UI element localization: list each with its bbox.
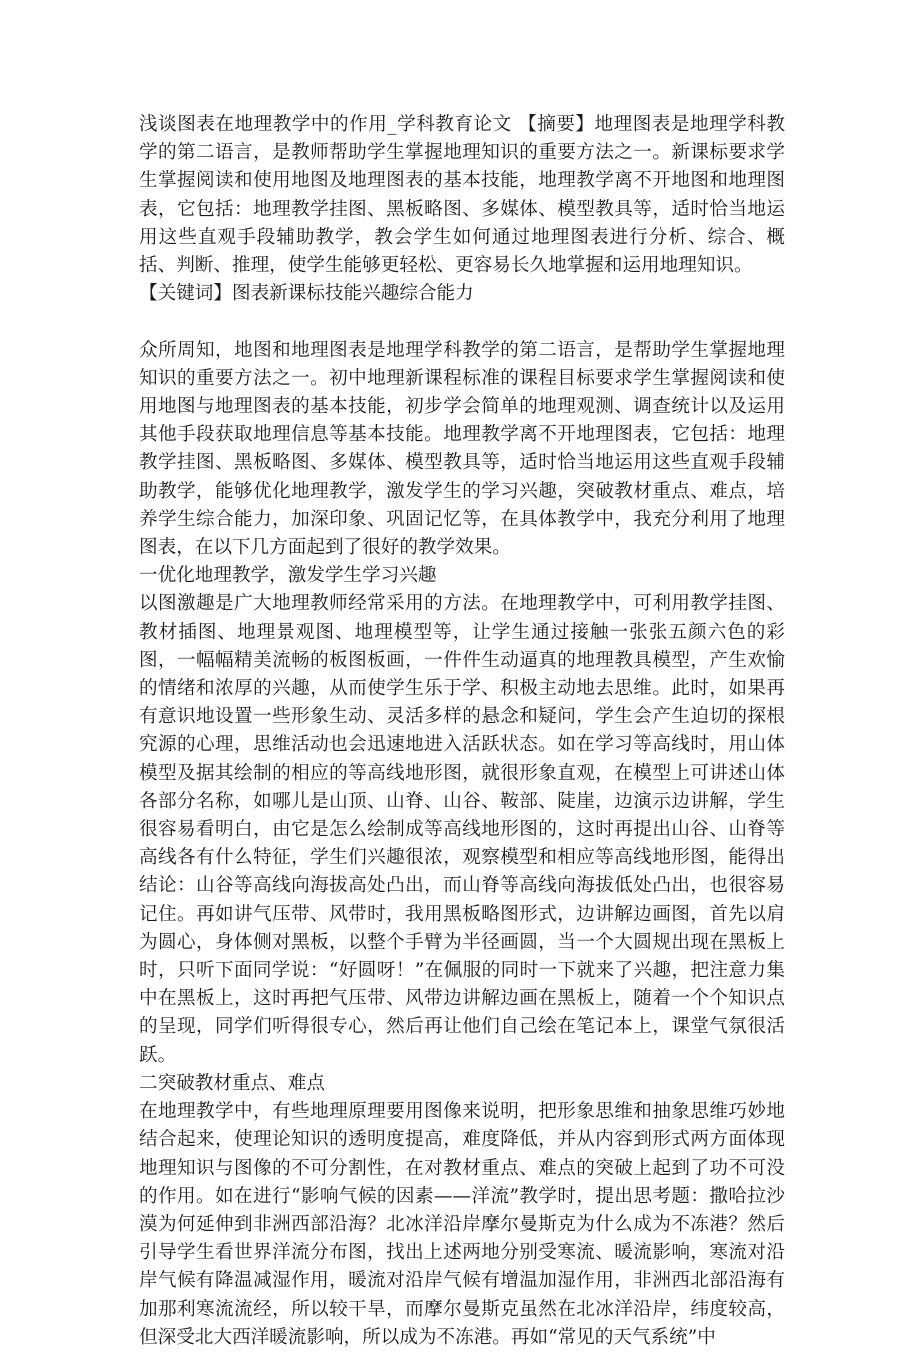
paragraph-gap xyxy=(139,308,785,336)
section-body-1: 以图激趣是广大地理教师经常采用的方法。在地理教学中，可利用教学挂图、教材插图、地理景观图、地理模型等，让学生通过接触一张张五颜六色的彩图，一幅幅精美流畅的板图板画，一件件生动逼真的地理教具模型，产生欢愉的情绪和浓厚的兴趣，从而使学生乐于学、积极主动地去思维。此时，如果再有意识地设置一些形象生动、灵活多样的悬念和疑问，学生会产生迫切的探根究源的心理，思维活动也会迅速地进入活跃状态。如在学习等高线时，用山体模型及据其绘制的相应的等高线地形图，就很形象直观，在模型上可讲述山体各部分名称，如哪儿是山顶、山脊、山谷、鞍部、陡崖，边演示边讲解，学生很容易看明白，由它是怎么绘制成等高线地形图的，这时再提出山谷、山脊等高线各有什么特征，学生们兴趣很浓，观察模型和相应等高线地形图，能得出结论：山谷等高线向海拔高处凸出，而山脊等高线向海拔低处凸出，也很容易记住。再如讲气压带、风带时，我用黑板略图形式，边讲解边画图，首先以肩为圆心，身体侧对黑板，以整个手臂为半径画圆，当一个大圆规出现在黑板上时，只听下面同学说：“好圆呀！”在佩服的同时一下就来了兴趣，把注意力集中在黑板上，这时再把气压带、风带边讲解边画在黑板上，随着一个个知识点的呈现，同学们听得很专心，然后再让他们自己绘在笔记本上，课堂气氛很活跃。 xyxy=(139,593,785,1066)
document-page xyxy=(139,111,785,1352)
section-body-2: 在地理教学中，有些地理原理要用图像来说明，把形象思维和抽象思维巧妙地结合起来，使理论知识的透明度提高，难度降低，并从内容到形式两方面体现地理知识与图像的不可分割性，在对教材重点、难点的突破上起到了功不可没的作用。如在进行“影响气候的因素——洋流”教学时，提出思考题：撒哈拉沙漠为何延伸到非洲西部沿海？北冰洋沿岸摩尔曼斯克为什么成为不冻港？然后引导学生看世界洋流分布图，找出上述两地分别受寒流、暖流影响，寒流对沿岸气候有降温减湿作用，暖流对沿岸气候有增温加湿作用，非洲西北部沿海有加那利寒流流经，所以较干旱，而摩尔曼斯克虽然在北冰洋沿岸，纬度较高，但深受北大西洋暖流影响，所以成为不冻港。再如“常见的天气系统”中 xyxy=(139,1101,785,1348)
intro-paragraph: 众所周知，地图和地理图表是地理学科教学的第二语言，是帮助学生掌握地理知识的重要方法之一。初中地理新课程标准的课程目标要求学生掌握阅读和使用地图与地理图表的基本技能，初步学会简单的地理观测、调查统计以及运用其他手段获取地理信息等基本技能。地理教学离不开地理图表，它包括：地理教学挂图、黑板略图、多媒体、模型教具等，适时恰当地运用这些直观手段辅助教学，能够优化地理教学，激发学生的学习兴趣，突破教材重点、难点，培养学生综合能力，加深印象、巩固记忆等，在具体教学中，我充分利用了地理图表，在以下几方面起到了很好的教学效果。 xyxy=(139,339,785,559)
section-heading-1: 一优化地理教学，激发学生学习兴趣 xyxy=(139,565,437,587)
keywords-line: 【关键词】图表新课标技能兴趣综合能力 xyxy=(139,283,474,305)
section-heading-2: 二突破教材重点、难点 xyxy=(139,1072,325,1094)
abstract-paragraph: 浅谈图表在地理教学中的作用_学科教育论文 【摘要】地理图表是地理学科教学的第二语言，是教师帮助学生掌握地理知识的重要方法之一。新课标要求学生掌握阅读和使用地图及地理图表的基本技能，地理教学离不开地图和地理图表，它包括：地理教学挂图、黑板略图、多媒体、模型教具等，适时恰当地运用这些直观手段辅助教学，教会学生如何通过地理图表进行分析、综合、概括、判断、推理，使学生能够更轻松、更容易长久地掌握和运用地理知识。 xyxy=(139,114,785,277)
